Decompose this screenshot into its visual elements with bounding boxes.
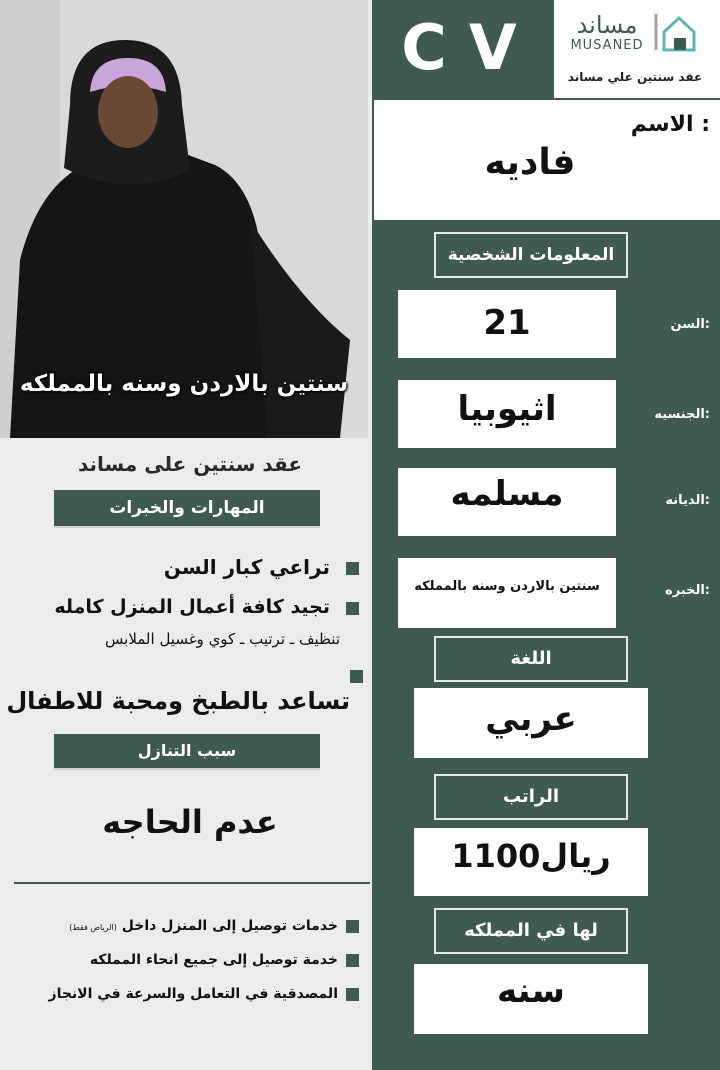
service-item: [20, 912, 338, 940]
contract-line: عقد سنتين على مساند: [77, 452, 303, 476]
skills-header: المهارات والخبرات: [54, 490, 320, 528]
skill-item: تراعي كبار السن: [163, 555, 330, 579]
language-value: عربي: [414, 688, 648, 758]
age-value: 21: [398, 290, 616, 358]
bullet-square-icon: [346, 562, 359, 575]
in-kingdom-header: لها في المملكه: [434, 908, 628, 954]
name-value: فاديه: [484, 142, 576, 183]
salary-value: 1100ريال: [414, 828, 648, 896]
logo-arabic: مساند: [576, 11, 638, 39]
name-label: الاسم :: [630, 112, 710, 137]
religion-label: الديانه:: [665, 493, 710, 508]
photo-caption: سنتين بالاردن وسنه بالمملكه: [19, 371, 349, 397]
experience-value: سنتين بالاردن وسنه بالمملكه: [398, 558, 616, 628]
bullet-square-icon: [350, 670, 363, 683]
age-label: السن:: [670, 317, 710, 332]
nationality-value: اثيوبيا: [398, 380, 616, 448]
salary-header: الراتب: [434, 774, 628, 820]
nationality-label: الجنسيه:: [654, 407, 710, 422]
language-header: اللغة: [434, 636, 628, 682]
skill-item: تنظيف ـ ترتيب ـ كوي وغسيل الملابس: [105, 630, 340, 648]
religion-value: مسلمه: [398, 468, 616, 536]
service-text: خدمات توصيل إلى المنزل داخل: [121, 918, 338, 934]
experience-label: الخبره:: [665, 583, 710, 598]
cv-title: CV: [401, 11, 539, 84]
bullet-square-icon: [346, 920, 359, 933]
logo-tagline: عقد سنتين علي مساند: [567, 70, 703, 84]
waiver-header: سبب التنازل: [54, 734, 320, 770]
logo-latin: MUSANED: [570, 38, 644, 53]
skill-item: تساعد بالطبخ ومحبة للاطفال: [6, 687, 350, 715]
skill-item: تجيد كافة أعمال المنزل كامله: [54, 596, 330, 618]
service-item: المصدقية في التعامل والسرعة في الانجاز: [48, 986, 338, 1002]
service-item: خدمة توصيل إلى جميع انحاء المملكه: [89, 952, 338, 968]
in-kingdom-value: سنه: [414, 964, 648, 1034]
house-logo-icon: [652, 10, 698, 52]
service-note: (الرياض فقط): [69, 923, 117, 932]
waiver-value: عدم الحاجه: [102, 803, 278, 841]
bullet-square-icon: [346, 988, 359, 1001]
bullet-square-icon: [346, 954, 359, 967]
divider: [14, 882, 370, 884]
personal-info-header: المعلومات الشخصية: [434, 232, 628, 278]
bullet-square-icon: [346, 602, 359, 615]
